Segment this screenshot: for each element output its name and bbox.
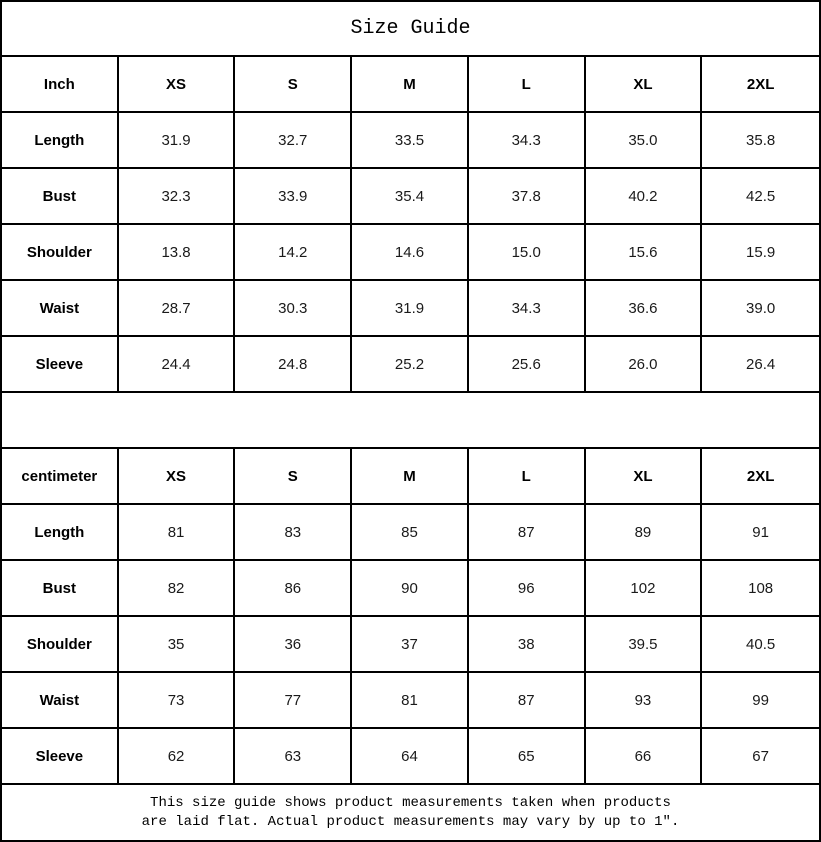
row-label: Length	[2, 505, 119, 559]
value-cell: 26.4	[746, 355, 776, 373]
value-cell: 36	[235, 617, 352, 671]
size-header-s: S	[235, 57, 352, 111]
table-row-cm-shoulder	[2, 617, 819, 673]
value-cell: 15.0	[469, 225, 586, 279]
value-cell: 81	[119, 505, 236, 559]
value-cell: 99	[752, 691, 769, 709]
table-row-inch-shoulder	[2, 225, 819, 281]
value-cell: 14.6	[352, 225, 469, 279]
table-row-inch-sleeve	[2, 337, 819, 393]
measurement-disclaimer	[2, 785, 819, 840]
size-header-xl: XL	[586, 449, 703, 503]
value-cell: 34.3	[469, 281, 586, 335]
value-cell: 35.0	[586, 113, 703, 167]
value-cell: 90	[352, 561, 469, 615]
table-row-inch-waist	[2, 281, 819, 337]
disclaimer-line-1: This size guide shows product measurements taken when products	[150, 794, 671, 811]
table-row-inch-bust	[2, 169, 819, 225]
value-cell: 96	[469, 561, 586, 615]
value-cell: 87	[469, 673, 586, 727]
value-cell: 102	[586, 561, 703, 615]
value-cell: 89	[586, 505, 703, 559]
value-cell: 40.2	[586, 169, 703, 223]
value-cell: 93	[586, 673, 703, 727]
page-title: Size Guide	[2, 2, 819, 57]
value-cell: 77	[235, 673, 352, 727]
table-row-cm-waist	[2, 673, 819, 729]
value-cell: 32.7	[235, 113, 352, 167]
value-cell: 24.4	[119, 337, 236, 391]
value-cell: 91	[752, 523, 769, 541]
value-cell: 25.6	[469, 337, 586, 391]
value-cell: 24.8	[235, 337, 352, 391]
value-cell: 40.5	[746, 635, 776, 653]
size-header-xs: XS	[119, 57, 236, 111]
value-cell: 39.0	[746, 299, 776, 317]
value-cell: 63	[235, 729, 352, 783]
value-cell: 32.3	[119, 169, 236, 223]
table-row-cm-sleeve	[2, 729, 819, 785]
value-cell: 87	[469, 505, 586, 559]
value-cell: 86	[235, 561, 352, 615]
value-cell: 82	[119, 561, 236, 615]
value-cell: 64	[352, 729, 469, 783]
row-label: Sleeve	[2, 729, 119, 783]
size-header-l: L	[469, 449, 586, 503]
size-header-xs: XS	[119, 449, 236, 503]
value-cell: 33.9	[235, 169, 352, 223]
value-cell: 31.9	[352, 281, 469, 335]
inch-table-header-row	[2, 57, 819, 113]
value-cell: 65	[469, 729, 586, 783]
value-cell: 37	[352, 617, 469, 671]
value-cell: 26.0	[586, 337, 703, 391]
value-cell: 62	[119, 729, 236, 783]
value-cell: 15.6	[586, 225, 703, 279]
value-cell: 67	[752, 747, 769, 765]
value-cell: 34.3	[469, 113, 586, 167]
value-cell: 73	[119, 673, 236, 727]
value-cell: 42.5	[746, 187, 776, 205]
value-cell: 37.8	[469, 169, 586, 223]
value-cell: 35.8	[746, 131, 776, 149]
unit-header-centimeter: centimeter	[2, 449, 119, 503]
row-label: Bust	[2, 169, 119, 223]
value-cell: 38	[469, 617, 586, 671]
value-cell: 39.5	[586, 617, 703, 671]
size-header-2xl: 2XL	[746, 75, 775, 93]
size-header-l: L	[469, 57, 586, 111]
row-label: Sleeve	[2, 337, 119, 391]
row-label: Length	[2, 113, 119, 167]
value-cell: 85	[352, 505, 469, 559]
value-cell: 35.4	[352, 169, 469, 223]
value-cell: 83	[235, 505, 352, 559]
unit-header-inch: Inch	[2, 57, 119, 111]
cm-table-header-row	[2, 449, 819, 505]
table-row-inch-length	[2, 113, 819, 169]
table-row-cm-bust	[2, 561, 819, 617]
table-spacer-row	[2, 393, 819, 449]
size-header-m: M	[352, 57, 469, 111]
size-header-xl: XL	[586, 57, 703, 111]
value-cell: 31.9	[119, 113, 236, 167]
size-header-2xl: 2XL	[746, 467, 775, 485]
value-cell: 35	[119, 617, 236, 671]
value-cell: 14.2	[235, 225, 352, 279]
value-cell: 36.6	[586, 281, 703, 335]
table-row-cm-length	[2, 505, 819, 561]
disclaimer-line-2: are laid flat. Actual product measurements may vary by up to 1″.	[141, 813, 680, 830]
row-label: Waist	[2, 281, 119, 335]
row-label: Bust	[2, 561, 119, 615]
value-cell: 13.8	[119, 225, 236, 279]
size-header-s: S	[235, 449, 352, 503]
value-cell: 81	[352, 673, 469, 727]
value-cell: 108	[748, 579, 774, 597]
row-label: Shoulder	[2, 617, 119, 671]
value-cell: 25.2	[352, 337, 469, 391]
row-label: Shoulder	[2, 225, 119, 279]
row-label: Waist	[2, 673, 119, 727]
value-cell: 66	[586, 729, 703, 783]
value-cell: 30.3	[235, 281, 352, 335]
value-cell: 33.5	[352, 113, 469, 167]
value-cell: 28.7	[119, 281, 236, 335]
value-cell: 15.9	[746, 243, 776, 261]
size-header-m: M	[352, 449, 469, 503]
